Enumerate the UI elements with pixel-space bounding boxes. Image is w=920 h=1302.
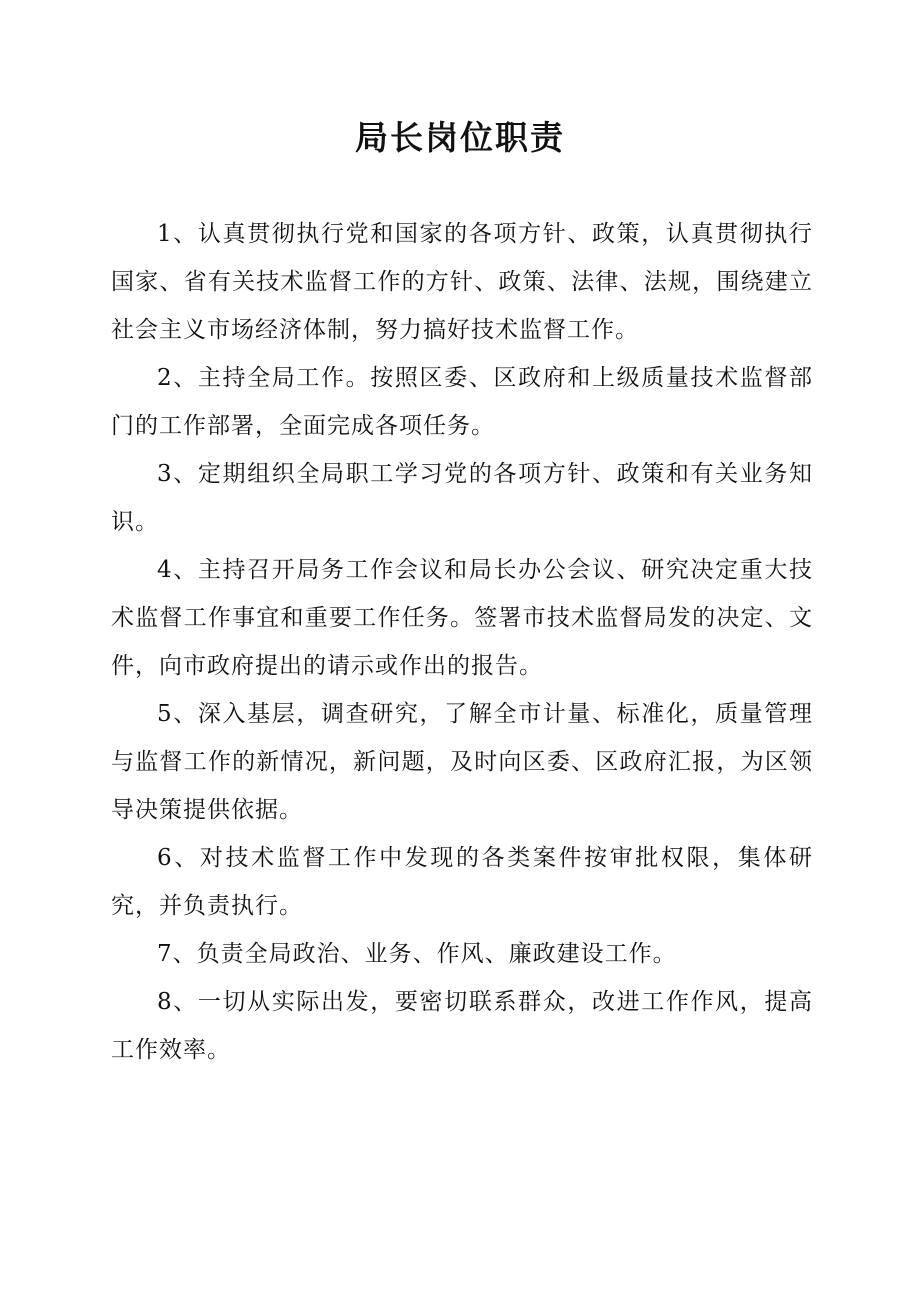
page-title: 局长岗位职责 — [355, 118, 565, 157]
paragraph-4: 4、主持召开局务工作会议和局长办公会议、研究决定重大技术监督工作事宜和重要工作任务。签署市技术监督局发的决定、文件，向市政府提出的请示或作出的报告。 — [111, 557, 813, 679]
paragraph-7: 7、负责全局政治、业务、作风、廉政建设工作。 — [157, 941, 677, 967]
paragraph-3: 3、定期组织全局职工学习党的各项方针、政策和有关业务知识。 — [111, 461, 813, 535]
paragraph-6: 6、对技术监督工作中发现的各类案件按审批权限，集体研究，并负责执行。 — [111, 845, 813, 919]
paragraph-8: 8、一切从实际出发，要密切联系群众，改进工作作风，提高工作效率。 — [111, 989, 813, 1063]
paragraph-1: 1、认真贯彻执行党和国家的各项方针、政策，认真贯彻执行国家、省有关技术监督工作的方针、政策、法律、法规，围绕建立社会主义市场经济体制，努力搞好技术监督工作。 — [111, 221, 813, 343]
paragraph-2: 2、主持全局工作。按照区委、区政府和上级质量技术监督部门的工作部署，全面完成各项任务。 — [111, 365, 813, 439]
paragraph-5: 5、深入基层，调查研究，了解全市计量、标准化，质量管理与监督工作的新情况，新问题，及时向区委、区政府汇报，为区领导决策提供依据。 — [111, 701, 813, 823]
document-body — [111, 210, 813, 1074]
